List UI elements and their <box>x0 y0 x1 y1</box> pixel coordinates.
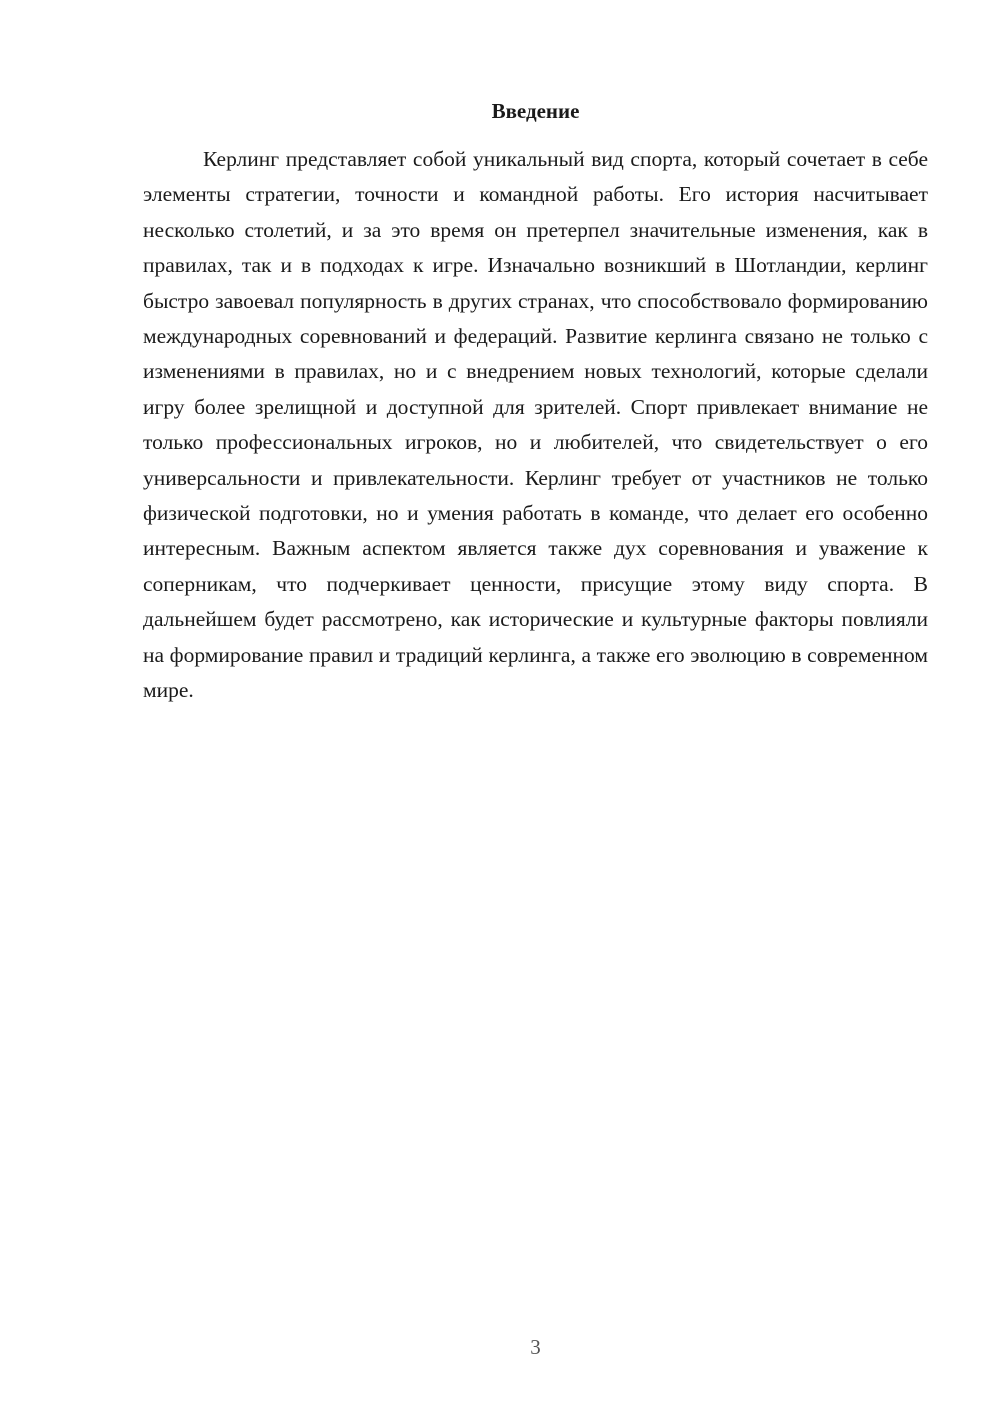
section-heading: Введение <box>491 99 580 123</box>
page-number: 3 <box>530 1335 541 1359</box>
body-paragraph: Керлинг представляет собой уникальный вид спорта, который сочетает в себе элементы стратегии, точности и командной работы. Его история насчитывает несколько столетий, и за это время он претерпел значительные изменения, как в правилах, так и в подходах к игре. Изначально возникший в Шотландии, керлинг быстро завоевал популярность в других странах, что способствовало формированию международных соревнований и федераций. Развитие керлинга связано не только с изменениями в правилах, но и с внедрением новых технологий, которые сделали игру более зрелищной и доступной для зрителей. Спорт привлекает внимание не только профессиональных игроков, но и любителей, что свидетельствует о его универсальности и привлекательности. Керлинг требует от участников не только физической подготовки, но и умения работать в команде, что делает его особенно интересным. Важным аспектом является также дух соревнования и уважение к соперникам, что подчеркивает ценности, присущие этому виду спорта. В дальнейшем будет рассмотрено, как исторические и культурные факторы повлияли на формирование правил и традиций керлинга, а также его эволюцию в современном мире. <box>143 147 928 703</box>
